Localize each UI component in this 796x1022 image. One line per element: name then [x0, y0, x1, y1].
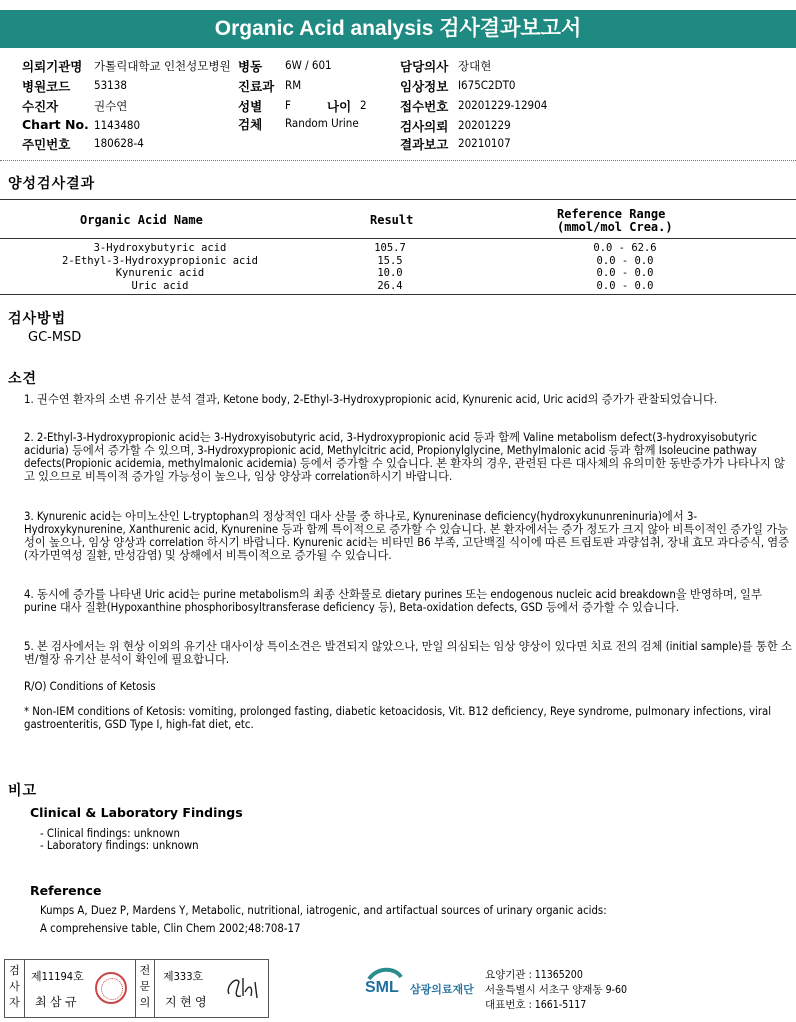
chart-label: Chart No. — [22, 117, 89, 132]
row-result: 10.0 — [377, 267, 403, 279]
hospital-code-value: 53138 — [94, 78, 127, 92]
sex-value: F — [285, 98, 291, 112]
age-value: 2 — [360, 98, 367, 112]
patient-value: 권수연 — [94, 99, 128, 113]
positive-results-heading: 양성검사결과 — [8, 176, 96, 192]
specialist-name: 지 현 영 — [165, 995, 207, 1009]
dept-label: 진료과 — [238, 79, 275, 94]
method-value: GC-MSD — [28, 330, 82, 345]
table-top-rule — [0, 199, 796, 200]
org-address: 서울특별시 서초구 양재동 9-60 — [485, 984, 628, 996]
hospital-value: 가톨릭대학교 인천성모병원 — [94, 59, 231, 73]
reference-line-1: Kumps A, Duez P, Mardens Y, Metabolic, nutritional, iatrogenic, and artifactual sources of urinary organic acids: — [40, 904, 607, 917]
finding-paragraph-2: 2. 2-Ethyl-3-Hydroxypropionic acid는 3-Hydroxyisobutyric acid, 3-Hydroxypropionic acid 등과 함께 Valine metabolism defect(3-hydroxyisobutyric aciduria) 등에서 증가할 수 있으며, 3-Hydroxypropionic acid, Methylcitric acid, Propionylglycine, Methylmalonic acid 등과 함께 Isoleucine pathway defects(Propionic acidemia, methylmalonic acidemia) 등에서 증가할 수 있습니다. 본 환자의 경우, 관련된 다른 대사체의 유의미한 동반증가가 나타나지 않고 있으므로 비특이적 증가일 가능성이 높으나, 임상 양상과 correlation하시기 바랍니다. — [24, 431, 785, 483]
chart-value: 1143480 — [94, 118, 141, 132]
reference-title: Reference — [30, 883, 102, 898]
logo-text: SML — [365, 979, 399, 996]
ward-label: 병동 — [238, 59, 263, 74]
age-label: 나이 — [327, 99, 352, 114]
row-result: 15.5 — [377, 255, 403, 267]
row-result: 26.4 — [377, 280, 403, 292]
sml-logo-icon — [365, 965, 405, 1005]
row-ref: 0.0 - 0.0 — [596, 280, 654, 292]
report-date-label: 결과보고 — [400, 137, 449, 152]
specialist-label: 전문의 — [135, 960, 155, 1017]
row-ref: 0.0 - 0.0 — [596, 267, 654, 279]
logo-company: 삼광의료재단 — [410, 983, 474, 996]
hospital-label: 의뢰기관명 — [22, 59, 83, 74]
table-header-rule — [0, 238, 796, 239]
col-header-result: Result — [370, 213, 414, 227]
col-header-ref-2: (mmol/mol Crea.) — [557, 220, 673, 234]
header-divider — [0, 160, 796, 161]
report-title: Organic Acid analysis 검사결과보고서 — [0, 10, 796, 48]
finding-paragraph-5: 5. 본 검사에서는 위 현상 이외의 유기산 대사이상 특이소견은 발견되지 않았으나, 만일 의심되는 임상 양상이 있다면 치료 전의 검체 (initial sample)를 통한 소변/혈장 유기산 분석이 확인에 필요합니다. — [24, 640, 792, 666]
specialist-license: 제333호 — [163, 970, 204, 983]
col-header-name: Organic Acid Name — [80, 213, 203, 227]
request-label: 검사의뢰 — [400, 119, 449, 134]
id-label: 주민번호 — [22, 137, 71, 152]
row-name: 3-Hydroxybutyric acid — [93, 242, 227, 254]
receipt-value: 20201229-12904 — [458, 98, 548, 112]
row-name: Uric acid — [131, 280, 189, 292]
finding-paragraph-3: 3. Kynurenic acid는 아미노산인 L-tryptophan의 정상적인 대사 산물 중 하나로, Kynureninase deficiency(hydroxykununreninuria)에서 3-Hydroxykynurenine, Xanthurenic acid, Kynurenine 등과 함께 특이적으로 증가할 수 있습니다. 본 환자에서는 증가 정도가 크지 않아 비특이적인 증가일 가능성이 높으나, 임상 양상과 correlation 하시기 바랍니다. Kynurenic acid는 비타민 B6 부족, 고단백질 식이에 따른 트립토판 과량섭취, 장내 효모 과다증식, 염증(자가면역성 질환, 만성감염) 및 상해에서 비특이적으로 증가될 수 있습니다. — [24, 510, 790, 562]
clinical-findings-title: Clinical & Laboratory Findings — [30, 805, 243, 820]
report-date-value: 20210107 — [458, 136, 511, 150]
remarks-heading: 비고 — [8, 783, 38, 799]
clinical-findings-line: - Clinical findings: unknown — [40, 827, 180, 840]
laboratory-findings-line: - Laboratory findings: unknown — [40, 839, 199, 852]
clinical-info-value: I675C2DT0 — [458, 78, 516, 92]
sex-label: 성별 — [238, 99, 263, 114]
clinical-info-label: 임상정보 — [400, 79, 449, 94]
finding-paragraph-4: 4. 동시에 증가를 나타낸 Uric acid는 purine metabolism의 최종 산화물로 dietary purines 또는 endogenous nucleic acid breakdown을 반영하며, 일부 purine 대사 질환(Hypoxanthine phosphoribosyltransferase deficiency 등), Beta-oxidation defects, GSD 등에서 증가할 수 있습니다. — [24, 588, 762, 614]
signature-box — [4, 959, 269, 1018]
tester-license: 제11194호 — [31, 970, 84, 983]
receipt-label: 접수번호 — [400, 99, 449, 114]
findings-heading: 소견 — [8, 371, 38, 387]
table-bottom-rule — [0, 294, 796, 295]
specimen-label: 검체 — [238, 117, 263, 132]
org-phone: 대표번호 : 1661-5117 — [485, 999, 587, 1011]
reference-line-2: A comprehensive table, Clin Chem 2002;48:708-17 — [40, 922, 301, 935]
col-header-ref-1: Reference Range — [557, 207, 666, 221]
finding-paragraph-1: 1. 권수연 환자의 소변 유기산 분석 결과, Ketone body, 2-Ethyl-3-Hydroxypropionic acid, Kynurenic acid, Uric acid의 증가가 관찰되었습니다. — [24, 393, 718, 406]
row-name: 2-Ethyl-3-Hydroxypropionic acid — [62, 255, 258, 267]
tester-label: 검사자 — [5, 960, 25, 1017]
patient-label: 수진자 — [22, 99, 59, 114]
tester-seal — [95, 972, 127, 1004]
doctor-value: 장대현 — [458, 59, 492, 73]
doctor-label: 담당의사 — [400, 59, 449, 74]
org-code: 요양기관 : 11365200 — [485, 969, 583, 981]
hospital-code-label: 병원코드 — [22, 79, 71, 94]
row-result: 105.7 — [374, 242, 406, 254]
row-ref: 0.0 - 62.6 — [593, 242, 657, 254]
ward-value: 6W / 601 — [285, 58, 332, 72]
request-value: 20201229 — [458, 118, 511, 132]
ketosis-note: * Non-IEM conditions of Ketosis: vomiting, prolonged fasting, diabetic ketoacidosis, Vit. B12 deficiency, Reye syndrome, pulmonary infections, viral gastroenteritis, GSD Type I, high-fat diet, etc. — [24, 705, 772, 731]
dept-value: RM — [285, 78, 302, 92]
rule-out-text: R/O) Conditions of Ketosis — [24, 680, 156, 693]
id-value: 180628-4 — [94, 136, 144, 150]
method-heading: 검사방법 — [8, 311, 67, 327]
specimen-value: Random Urine — [285, 116, 359, 130]
row-name: Kynurenic acid — [115, 267, 205, 279]
row-ref: 0.0 - 0.0 — [596, 255, 654, 267]
tester-name: 최 삼 규 — [35, 995, 77, 1009]
report-footer — [0, 955, 796, 1022]
specialist-signature — [223, 972, 263, 1004]
